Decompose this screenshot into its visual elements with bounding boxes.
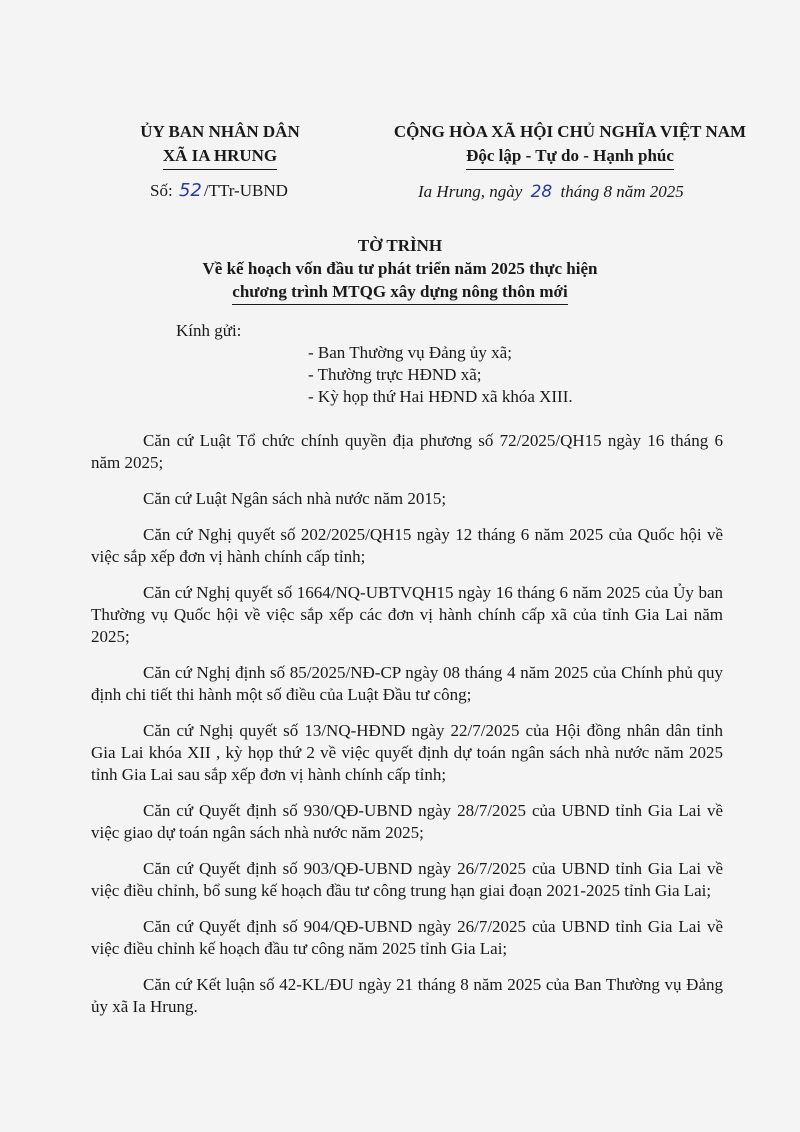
legal-basis-paragraph: Căn cứ Nghị quyết số 1664/NQ-UBTVQH15 ngày 16 tháng 6 năm 2025 của Ủy ban Thường vụ Quốc hội về việc sắp xếp các đơn vị hành chính cấp xã của tỉnh Gia Lai năm 2025; — [91, 583, 723, 646]
authority-line-2: XÃ IA HRUNG — [163, 144, 277, 170]
authority-line-1: ỦY BAN NHÂN DÂN — [140, 122, 300, 141]
document-number — [150, 180, 288, 201]
date-day-handwritten: 28 — [530, 182, 553, 202]
so-prefix: Số: — [150, 181, 173, 200]
recipients-list — [308, 342, 573, 408]
document-title — [0, 234, 800, 305]
issuing-authority — [120, 120, 320, 170]
kinh-gui-label: Kính gửi: — [176, 321, 242, 340]
title-main: TỜ TRÌNH — [357, 236, 443, 255]
legal-basis-paragraph: Căn cứ Kết luận số 42-KL/ĐU ngày 21 tháng 8 năm 2025 của Ban Thường vụ Đảng ủy xã Ia Hrung. — [91, 975, 723, 1016]
legal-basis-paragraph: Căn cứ Nghị định số 85/2025/NĐ-CP ngày 08 tháng 4 năm 2025 của Chính phủ quy định chi tiết thi hành một số điều của Luật Đầu tư công; — [91, 663, 723, 704]
so-suffix: /TTr-UBND — [203, 181, 288, 200]
date-prefix: Ia Hrung, ngày — [418, 182, 523, 201]
document-date — [418, 182, 684, 202]
recipient-item: - Kỳ họp thứ Hai HĐND xã khóa XIII. — [308, 387, 573, 406]
recipient-item: - Thường trực HĐND xã; — [308, 365, 482, 384]
legal-basis-paragraph: Căn cứ Quyết định số 903/QĐ-UBND ngày 26/7/2025 của UBND tỉnh Gia Lai về việc điều chỉnh, bổ sung kế hoạch đầu tư công trung hạn giai đoạn 2021-2025 tỉnh Gia Lai; — [91, 859, 723, 900]
so-number-handwritten: 52 — [178, 180, 202, 201]
legal-basis-paragraph: Căn cứ Luật Tổ chức chính quyền địa phương số 72/2025/QH15 ngày 16 tháng 6 năm 2025; — [91, 431, 723, 472]
date-suffix: tháng 8 năm 2025 — [560, 182, 684, 201]
legal-basis-paragraph: Căn cứ Quyết định số 904/QĐ-UBND ngày 26/7/2025 của UBND tỉnh Gia Lai về việc điều chỉnh kế hoạch đầu tư công năm 2025 tỉnh Gia Lai; — [91, 917, 723, 958]
recipient-item: - Ban Thường vụ Đảng ủy xã; — [308, 343, 512, 362]
legal-basis-paragraph: Căn cứ Luật Ngân sách nhà nước năm 2015; — [143, 489, 447, 508]
national-name: CỘNG HÒA XÃ HỘI CHỦ NGHĨA VIỆT NAM — [393, 122, 747, 141]
motto-line: Độc lập - Tự do - Hạnh phúc — [466, 144, 674, 170]
national-motto — [355, 120, 785, 170]
legal-basis-paragraph: Căn cứ Quyết định số 930/QĐ-UBND ngày 28/7/2025 của UBND tỉnh Gia Lai về việc giao dự toán ngân sách nhà nước năm 2025; — [91, 801, 723, 842]
legal-basis-paragraph: Căn cứ Nghị quyết số 202/2025/QH15 ngày 12 tháng 6 năm 2025 của Quốc hội về việc sắp xếp đơn vị hành chính cấp tỉnh; — [91, 525, 723, 566]
legal-basis-body — [91, 430, 723, 1032]
title-line-2: Về kế hoạch vốn đầu tư phát triển năm 2025 thực hiện — [202, 259, 598, 278]
title-line-3: chương trình MTQG xây dựng nông thôn mới — [232, 280, 567, 305]
legal-basis-paragraph: Căn cứ Nghị quyết số 13/NQ-HĐND ngày 22/7/2025 của Hội đồng nhân dân tỉnh Gia Lai khóa XII , kỳ họp thứ 2 về việc quyết định dự toán ngân sách nhà nước năm 2025 tỉnh Gia Lai sau sắp xếp đơn vị hành chính cấp tỉnh; — [91, 721, 723, 784]
